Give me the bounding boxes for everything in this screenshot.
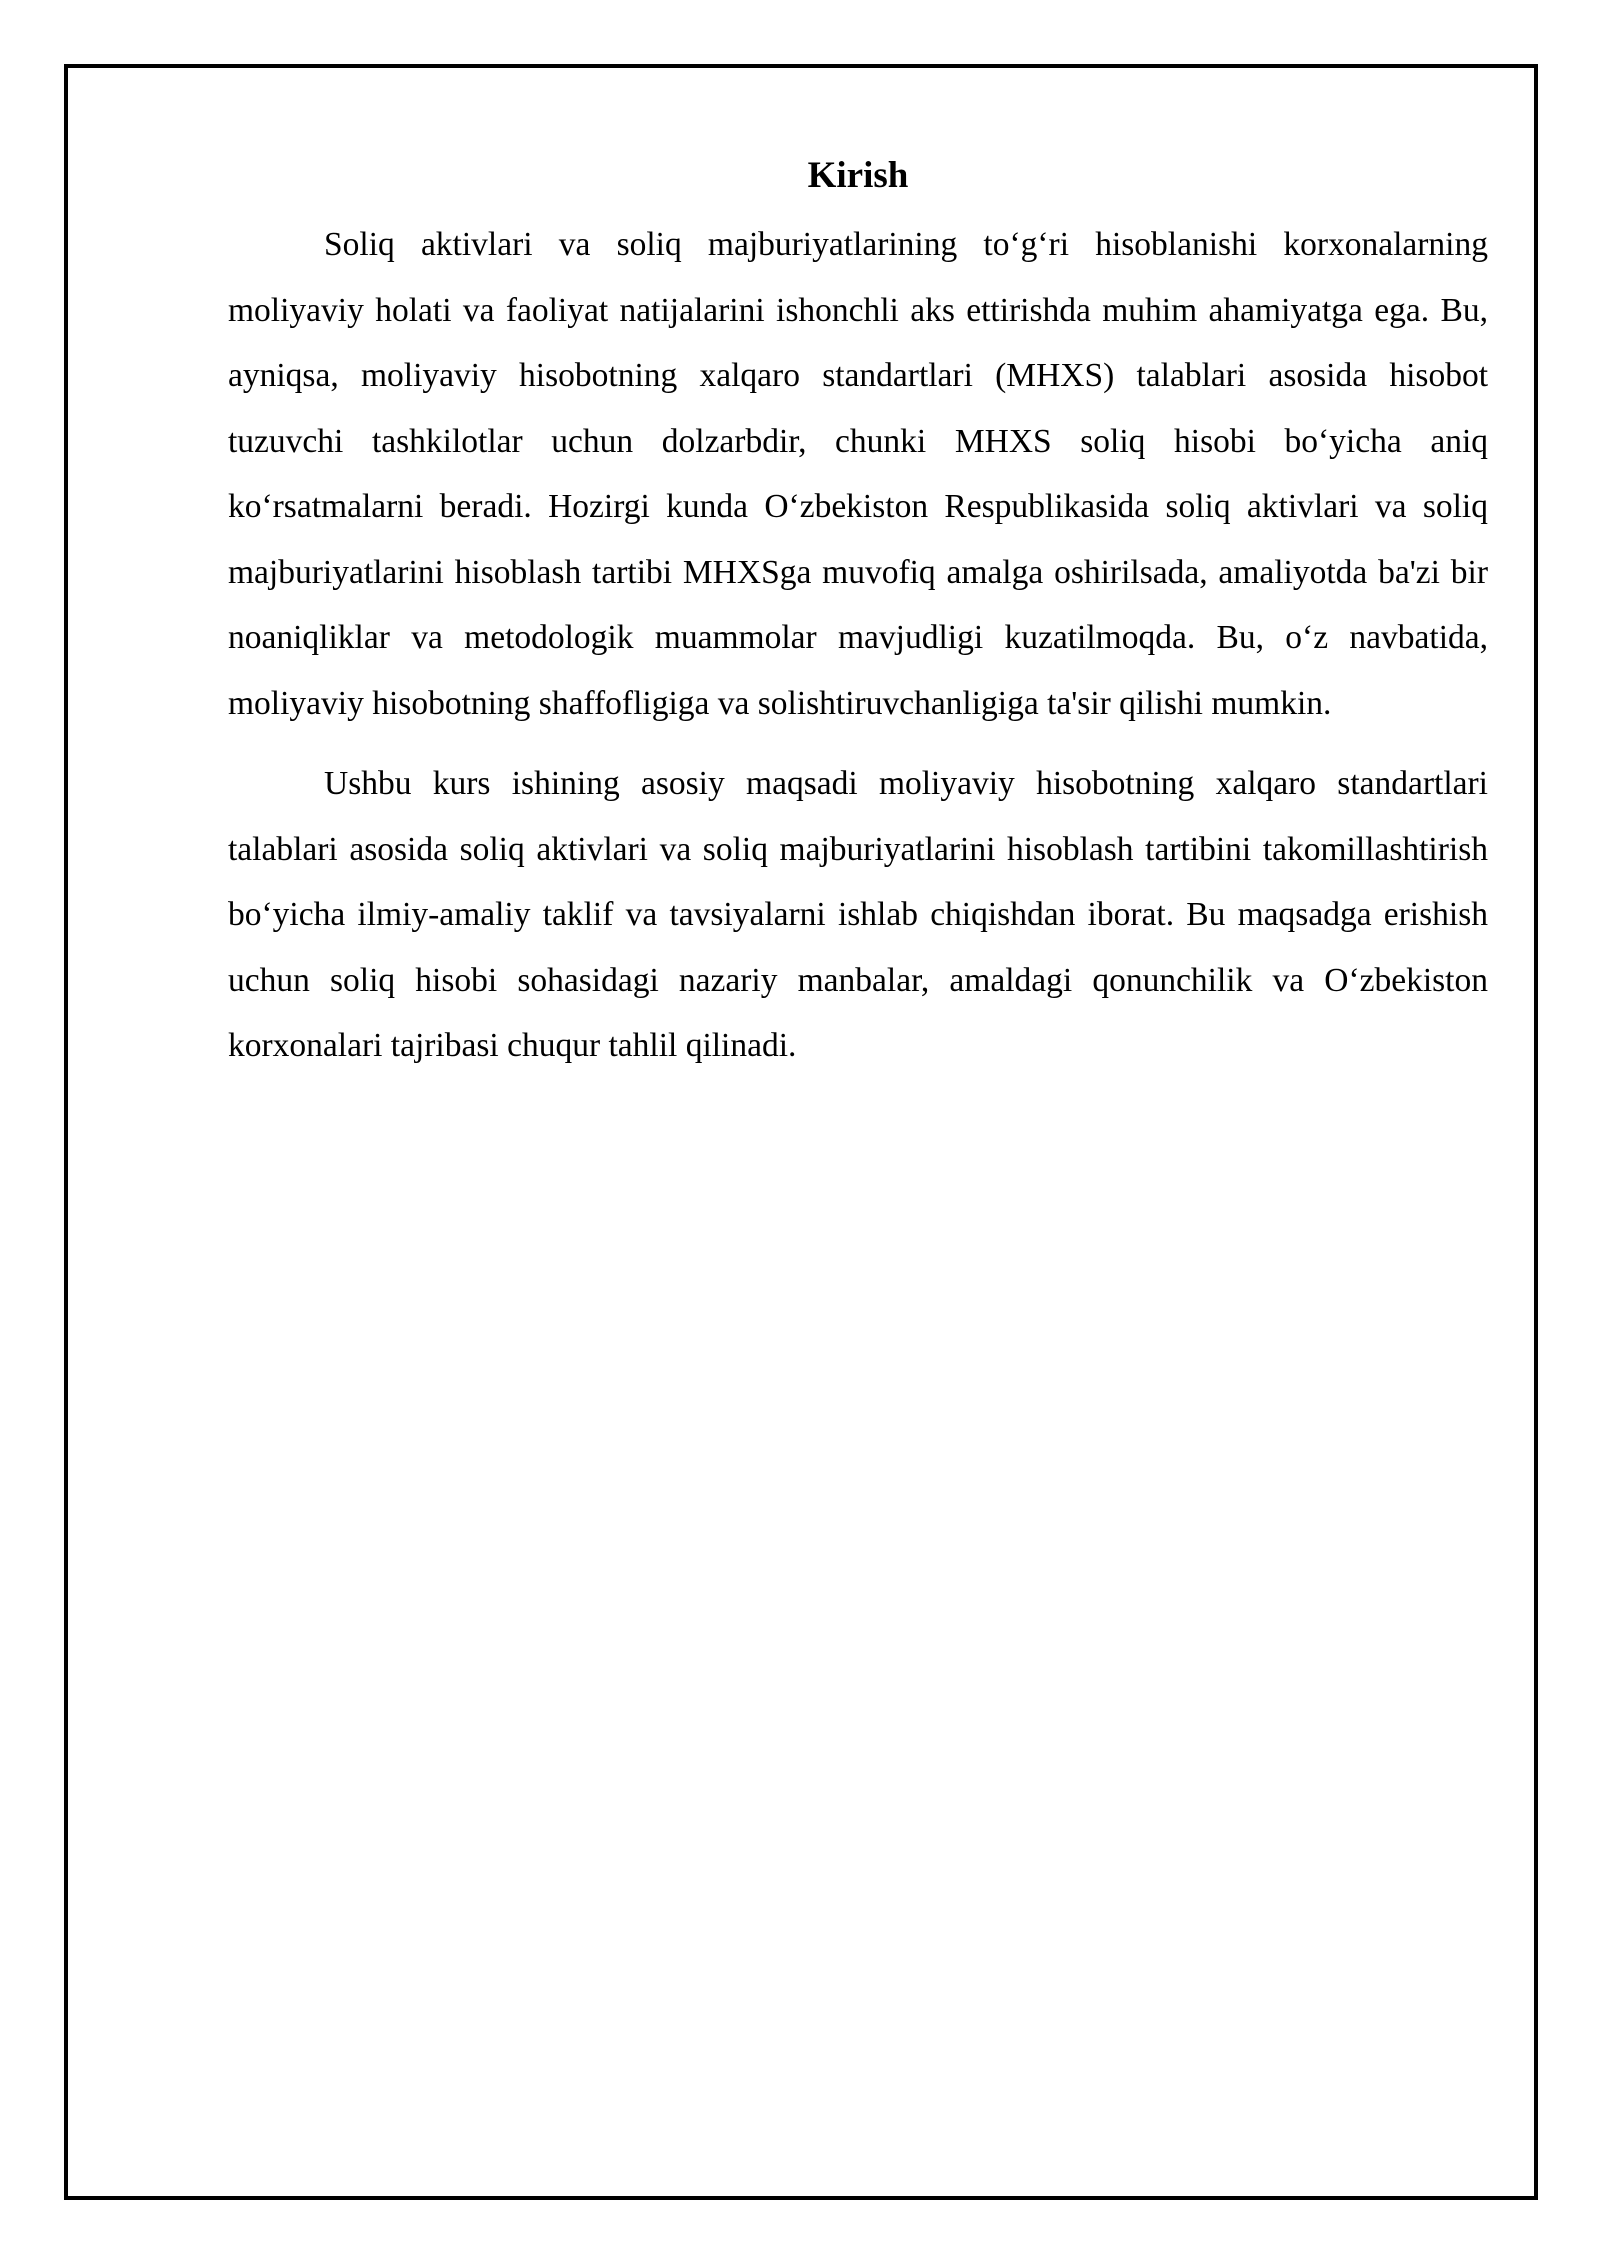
document-body [228, 146, 1488, 1094]
page-title: Kirish [807, 155, 909, 196]
paragraph-goal: Ushbu kurs ishining asosiy maqsadi moliyaviy hisobotning xalqaro standartlari talablari asosida soliq aktivlari va soliq majburiyatlarini hisoblash tartibini takomillashtirish bo‘yicha ilmiy-amaliy taklif va tavsiyalarni ishlab chiqishdan iborat. Bu maqsadga erishish uchun soliq hisobi sohasidagi nazariy manbalar, amaldagi qonunchilik va O‘zbekiston korxonalari tajribasi chuqur tahlil qilinadi. [228, 765, 1488, 1064]
paragraph-intro: Soliq aktivlari va soliq majburiyatlarining to‘g‘ri hisoblanishi korxonalarning moliyaviy holati va faoliyat natijalarini ishonchli aks ettirishda muhim ahamiyatga ega. Bu, ayniqsa, moliyaviy hisobotning xalqaro standartlari (MHXS) talablari asosida hisobot tuzuvchi tashkilotlar uchun dolzarbdir, chunki MHXS soliq hisobi bo‘yicha aniq ko‘rsatmalarni beradi. Hozirgi kunda O‘zbekiston Respublikasida soliq aktivlari va soliq majburiyatlarini hisoblash tartibi MHXSga muvofiq amalga oshirilsada, amaliyotda ba'zi bir noaniqliklar va metodologik muammolar mavjudligi kuzatilmoqda. Bu, o‘z navbatida, moliyaviy hisobotning shaffofligiga va solishtiruvchanligiga ta'sir qilishi mumkin. [228, 226, 1488, 722]
